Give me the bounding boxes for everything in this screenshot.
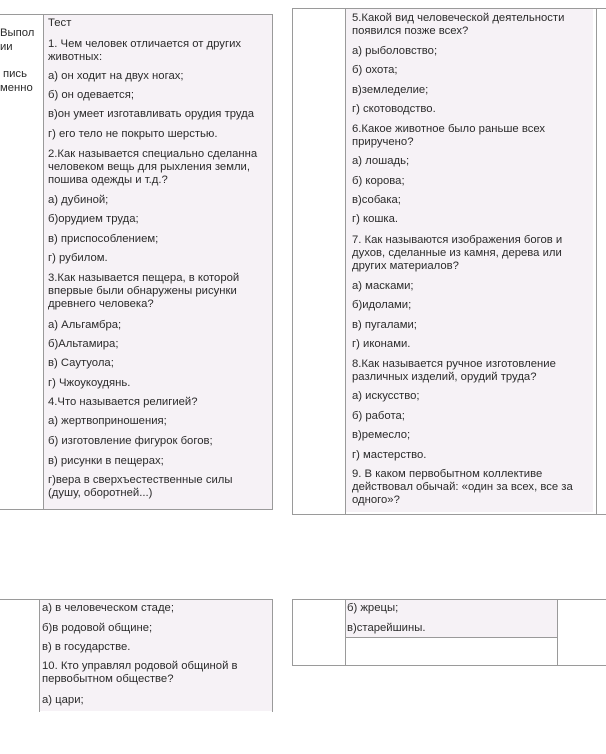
q4-option-a: а) жертвоприношения; xyxy=(48,415,167,427)
q4-option-c: в) рисунки в пещерах; xyxy=(48,455,164,467)
q8-option-c: в)ремесло; xyxy=(352,429,411,441)
q3-option-c: в) Саутуола; xyxy=(48,357,114,369)
question-8: 8.Как называется ручное изготовление различных изделий, орудий труда? xyxy=(352,358,556,383)
q6-option-d: г) кошка. xyxy=(352,213,399,225)
question-5: 5.Какой вид человеческой деятельности появился позже всех? xyxy=(352,12,565,37)
q4-option-d: г)вера в сверхъестественные силы (душу, оборотней...) xyxy=(48,474,233,499)
q8-option-b: б) работа; xyxy=(352,410,405,422)
q4-option-b: б) изготовление фигурок богов; xyxy=(48,435,213,447)
left-table-top-border xyxy=(0,14,273,15)
bottom-right-inner-divider xyxy=(557,599,558,666)
bottom-right-divider xyxy=(345,599,346,666)
question-6: 6.Какое животное было раньше всех приручено? xyxy=(352,123,546,148)
bottom-right-top-border xyxy=(292,599,606,600)
question-3: 3.Как называется пещера, в которой впервые были обнаружены рисунки древнего человека? xyxy=(48,272,240,310)
question-7: 7. Как называются изображения богов и духов, сделанные из камня, дерева или других материалов? xyxy=(352,234,563,272)
q5-option-d: г) скотоводство. xyxy=(352,103,436,115)
bottom-right-left-border xyxy=(292,599,293,666)
q7-option-a: а) масками; xyxy=(352,280,414,292)
q2-option-b: б)орудием труда; xyxy=(48,213,139,225)
q9-option-b: б)в родовой общине; xyxy=(42,622,153,634)
q6-option-a: а) лошадь; xyxy=(352,155,410,167)
question-10: 10. Кто управлял родовой общиной в первобытном обществе? xyxy=(42,660,238,685)
q3-option-b: б)Альтамира; xyxy=(48,338,119,350)
q8-option-a: а) искусство; xyxy=(352,390,420,402)
question-1: 1. Чем человек отличается от других животных: xyxy=(48,38,242,63)
q3-option-d: г) Чжоукоудянь. xyxy=(48,377,131,389)
bottom-left-divider xyxy=(39,599,40,712)
q5-option-b: б) охота; xyxy=(352,64,398,76)
q7-option-b: б)идолами; xyxy=(352,299,412,311)
right-table-inner-divider xyxy=(596,8,597,515)
bottom-right-bottom-border xyxy=(292,665,606,666)
test-title: Тест xyxy=(48,17,72,29)
q9-option-c: в) в государстве. xyxy=(42,641,131,653)
q1-option-c: в)он умеет изготавливать орудия труда xyxy=(48,108,255,120)
q7-option-c: в) пугалами; xyxy=(352,319,417,331)
q1-option-a: а) он ходит на двух ногах; xyxy=(48,70,184,82)
right-table-left-border xyxy=(292,8,293,515)
question-4: 4.Что называется религией? xyxy=(48,396,198,408)
q2-option-d: г) рубилом. xyxy=(48,252,108,264)
bottom-left-right-border xyxy=(272,599,273,712)
question-2: 2.Как называется специально сделанна человеком вещь для рыхления земли, пошива одежды и т.д.? xyxy=(48,148,258,186)
q6-option-b: б) корова; xyxy=(352,175,405,187)
right-table-divider xyxy=(345,8,346,515)
q5-option-a: а) рыболовство; xyxy=(352,45,438,57)
left-table-bottom-border xyxy=(0,509,273,510)
question-9: 9. В каком первобытном коллективе действовал обычай: «один за всех, все за одного»? xyxy=(352,468,573,506)
right-table-bottom-border xyxy=(292,514,606,515)
right-table-top-border xyxy=(292,8,606,9)
left-fragment-1: Выпол xyxy=(0,27,35,39)
left-fragment-4: менно xyxy=(0,82,33,94)
q7-option-d: г) иконами. xyxy=(352,338,411,350)
q5-option-c: в)земледелие; xyxy=(352,84,429,96)
q8-option-d: г) мастерство. xyxy=(352,449,427,461)
q3-option-a: а) Альгамбра; xyxy=(48,319,122,331)
q9-option-a: а) в человеческом стаде; xyxy=(42,602,174,614)
bottom-right-row-border xyxy=(346,637,557,638)
left-table-divider xyxy=(43,14,44,510)
q1-option-b: б) он одевается; xyxy=(48,89,134,101)
q10-option-b: б) жрецы; xyxy=(347,602,399,614)
q2-option-c: в) приспособлением; xyxy=(48,233,159,245)
q6-option-c: в)собака; xyxy=(352,194,401,206)
q2-option-a: а) дубиной; xyxy=(48,194,109,206)
q10-option-c: в)старейшины. xyxy=(347,622,426,634)
left-fragment-2: ии xyxy=(0,41,13,53)
q10-option-a: а) цари; xyxy=(42,694,84,706)
q1-option-d: г) его тело не покрыто шерстью. xyxy=(48,128,218,140)
bottom-left-top-border xyxy=(0,599,273,600)
left-fragment-3: пись xyxy=(3,68,27,80)
